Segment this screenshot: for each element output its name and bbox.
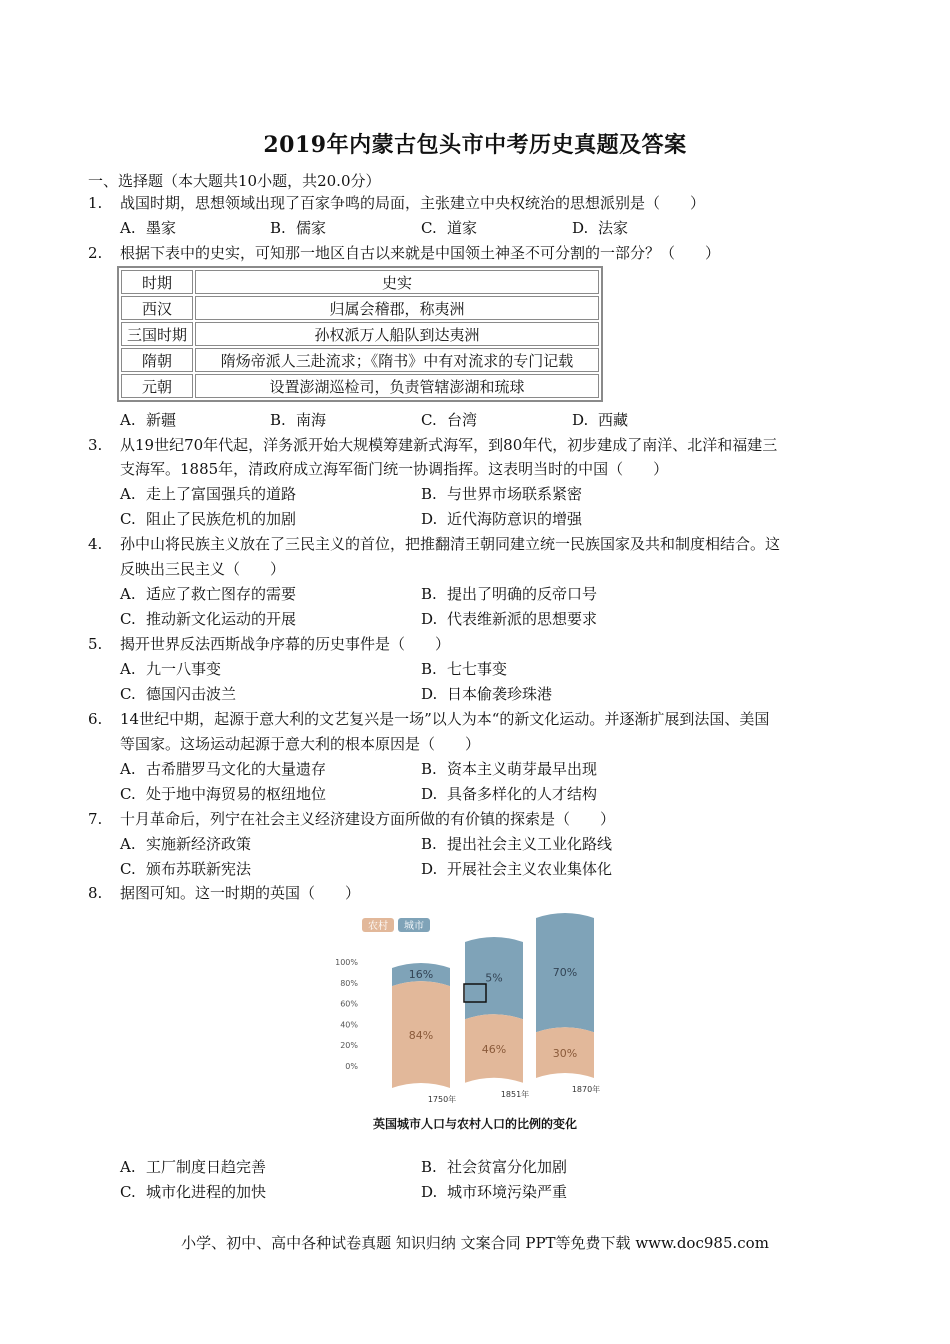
question-text: 揭开世界反法西斯战争序幕的历史事件是（ ） [120, 635, 451, 653]
option-b: B. 与世界市场联系紧密 [421, 485, 583, 503]
option-d: D. 法家 [572, 219, 629, 237]
table-row [121, 322, 599, 346]
option-a: A. 实施新经济政策 [120, 835, 252, 853]
question-1 [88, 192, 705, 214]
option-a: A. 古希腊罗马文化的大量遗存 [120, 760, 327, 778]
legend-label-rural: 农村 [368, 921, 388, 932]
option-c: C. 推动新文化运动的开展 [120, 610, 297, 628]
y-tick-label: 60% [340, 999, 358, 1009]
option-b: B. 南海 [270, 411, 327, 429]
option-a: A. 适应了救亡图存的需要 [120, 585, 297, 603]
history-table [117, 266, 603, 402]
question-text: 据图可知。这一时期的英国（ ） [120, 884, 361, 902]
table-row [121, 374, 599, 398]
question-number: 5. [88, 635, 103, 653]
question-text: 根据下表中的史实，可知那一地区自古以来就是中国领土神圣不可分割的一部分？（ ） [120, 244, 721, 262]
data-label-rural: 46% [481, 1043, 507, 1057]
table-header: 时期 [121, 270, 193, 294]
option-b: B. 社会贫富分化加剧 [421, 1158, 568, 1176]
y-tick-label: 80% [340, 978, 358, 988]
table-row [121, 348, 599, 372]
x-category-label: 1750年 [427, 1095, 457, 1104]
y-tick-label: 0% [345, 1062, 358, 1071]
option-d: D. 代表维新派的思想要求 [421, 610, 598, 628]
table-cell: 设置澎湖巡检司，负责管辖澎湖和琉球 [195, 374, 599, 398]
option-b: B. 七七事变 [421, 660, 508, 678]
question-6 [88, 708, 769, 730]
table-cell: 元朝 [121, 374, 193, 398]
option-d: D. 城市环境污染严重 [421, 1183, 568, 1201]
option-c: C. 颁布苏联新宪法 [120, 860, 252, 878]
population-chart [330, 910, 620, 1140]
question-number: 7. [88, 810, 103, 828]
data-label-urban: 70% [552, 966, 578, 980]
option-c: C. 德国闪击波兰 [120, 685, 237, 703]
table-header-row [121, 270, 599, 294]
option-a: A. 走上了富国强兵的道路 [120, 485, 297, 503]
question-text-continued: 等国家。这场运动起源于意大利的根本原因是（ ） [120, 735, 481, 753]
table-header: 史实 [195, 270, 599, 294]
x-category-label: 1851年 [500, 1089, 530, 1099]
y-tick-label: 100% [335, 958, 358, 967]
question-5 [88, 633, 450, 655]
question-text: 十月革命后，列宁在社会主义经济建设方面所做的有价镇的探索是（ ） [120, 810, 616, 828]
option-a: A. 九一八事变 [120, 660, 222, 678]
option-d: D. 具备多样化的人才结构 [421, 785, 598, 803]
option-b: B. 提出了明确的反帝口号 [421, 585, 598, 603]
option-b: B. 资本主义萌芽最早出现 [421, 760, 598, 778]
question-text: 孙中山将民族主义放在了三民主义的首位，把推翻清王朝同建立统一民族国家及共和制度相结合。这 [120, 535, 781, 553]
legend-label-urban: 城市 [404, 921, 424, 932]
table-cell: 西汉 [121, 296, 193, 320]
question-text: 战国时期，思想领域出现了百家争鸣的局面，主张建立中央权统治的思想派别是（ ） [120, 194, 706, 212]
option-c: C. 阻止了民族危机的加剧 [120, 510, 297, 528]
table-cell: 隋炀帝派人三赴流求；《隋书》中有对流求的专门记载 [195, 348, 599, 372]
question-text-continued: 支海军。1885年，清政府成立海军衙门统一协调指挥。这表明当时的中国（ ） [120, 460, 669, 478]
data-label-urban: 5% [485, 971, 503, 985]
data-label-rural: 30% [552, 1047, 578, 1061]
option-c: C. 道家 [421, 219, 478, 237]
question-8 [88, 882, 360, 904]
table-cell: 三国时期 [121, 322, 193, 346]
question-3 [88, 434, 777, 456]
question-4 [88, 533, 780, 555]
question-number: 4. [88, 535, 103, 553]
question-number: 2. [88, 244, 103, 262]
option-b: B. 儒家 [270, 219, 327, 237]
option-a: A. 工厂制度日趋完善 [120, 1158, 267, 1176]
table-cell: 隋朝 [121, 348, 193, 372]
y-tick-label: 20% [340, 1041, 358, 1051]
question-2 [88, 242, 720, 264]
section-heading: 一、选择题（本大题共10小题，共20.0分） [88, 172, 381, 190]
question-text-continued: 反映出三民主义（ ） [120, 560, 286, 578]
option-d: D. 开展社会主义农业集体化 [421, 860, 613, 878]
option-c: C. 城市化进程的加快 [120, 1183, 267, 1201]
option-a: A. 新疆 [120, 411, 177, 429]
question-number: 3. [88, 436, 103, 454]
data-label-rural: 84% [408, 1029, 434, 1043]
option-d: D. 近代海防意识的增强 [421, 510, 583, 528]
page-title: 2019年内蒙古包头市中考历史真题及答案 [263, 132, 687, 158]
question-number: 1. [88, 194, 103, 212]
data-label-urban: 16% [408, 968, 434, 982]
option-b: B. 提出社会主义工业化路线 [421, 835, 613, 853]
option-c: C. 台湾 [421, 411, 478, 429]
option-c: C. 处于地中海贸易的枢纽地位 [120, 785, 327, 803]
option-d: D. 西藏 [572, 411, 629, 429]
table-cell: 孙权派万人船队到达夷洲 [195, 322, 599, 346]
question-text: 从19世纪70年代起，洋务派开始大规模筹建新式海军，到80年代，初步建成了南洋、北洋和福建三 [120, 436, 778, 454]
question-number: 6. [88, 710, 103, 728]
table-row [121, 296, 599, 320]
y-tick-label: 40% [340, 1020, 358, 1030]
option-d: D. 日本偷袭珍珠港 [421, 685, 553, 703]
question-number: 8. [88, 884, 103, 902]
x-category-label: 1870年 [571, 1085, 601, 1094]
question-7 [88, 808, 615, 830]
table-cell: 归属会稽郡，称夷洲 [195, 296, 599, 320]
question-text: 14世纪中期，起源于意大利的文艺复兴是一场”以人为本“的新文化运动。并逐渐扩展到法国、美国 [120, 710, 770, 728]
option-a: A. 墨家 [120, 219, 177, 237]
chart-title: 英国城市人口与农村人口的比例的变化 [372, 1117, 578, 1131]
page-footer: 小学、初中、高中各种试卷真题 知识归纳 文案合同 PPT等免费下载 www.doc985.com [181, 1234, 769, 1252]
